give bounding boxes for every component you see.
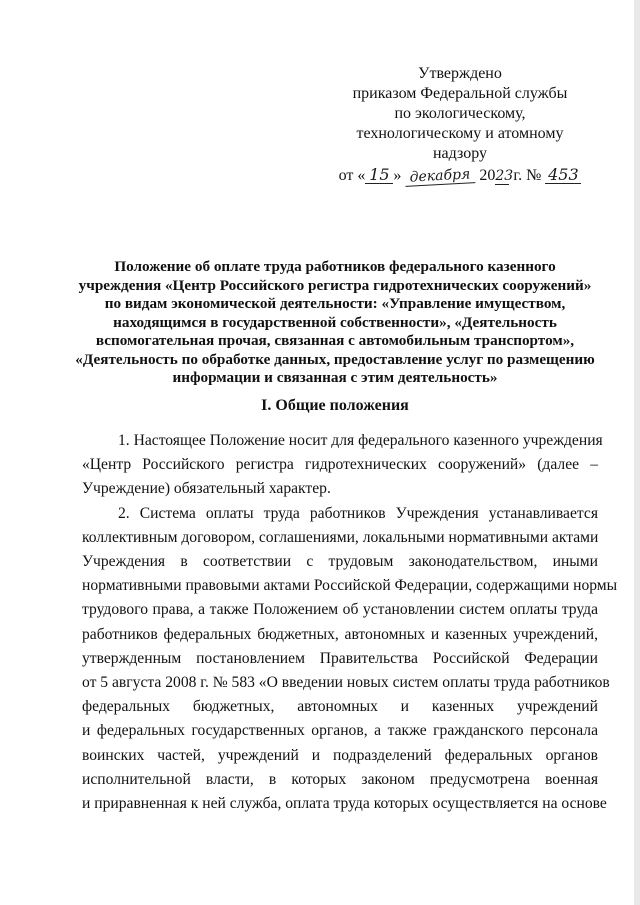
title-line: находящимся в государственной собственности», «Деятельность	[113, 313, 557, 331]
approval-line: Утверждено	[418, 65, 502, 82]
order-date-line	[330, 166, 590, 186]
paragraph-1	[82, 429, 603, 502]
text-line: Учреждение) обязательный характер.	[82, 480, 331, 498]
title-line: по видам экономической деятельности: «Управление имуществом,	[104, 295, 566, 312]
date-prefix: от «	[338, 167, 366, 184]
scan-edge	[634, 0, 640, 905]
handwritten-order-number: 453	[545, 167, 581, 184]
text-line: воинских частей, учреждений и подразделений федеральных органов	[82, 746, 598, 764]
title-line: вспомогательная прочая, связанная с автомобильным транспортом»,	[95, 332, 575, 349]
approval-line: приказом Федеральной службы	[352, 85, 568, 102]
title-line: «Деятельность по обработке данных, предоставление услуг по размещению	[75, 350, 595, 368]
title-line: Положение об оплате труда работников федерального казенного	[114, 258, 556, 275]
section-heading: I. Общие положения	[261, 397, 409, 414]
text-line: нормативными правовыми актами Российской Федерации, содержащими нормы	[82, 577, 618, 595]
title-line: информации и связанная с этим деятельность»	[172, 369, 498, 386]
approval-line: по экологическому,	[394, 105, 526, 122]
text-line: федеральных бюджетных, автономных и казенных учреждений	[82, 698, 598, 716]
text-line: коллективным договором, соглашениями, локальными нормативными актами	[82, 528, 599, 546]
text-line: и федеральных государственных органов, а также гражданского персонала	[82, 722, 598, 740]
text-line: Учреждения в соответствии с трудовым законодательством, иными	[82, 553, 598, 571]
approval-block	[330, 64, 590, 186]
handwritten-day: 15	[365, 167, 393, 184]
document-title	[70, 258, 600, 388]
text-line: от 5 августа 2008 г. № 583 «О введении новых систем оплаты труда работников	[82, 674, 610, 692]
text-line: 2. Система оплаты труда работников Учреждения устанавливается	[118, 504, 598, 522]
document-body	[82, 429, 618, 816]
paragraph-2	[82, 502, 618, 817]
date-mid: »	[393, 167, 402, 184]
text-line: и приравненная к ней служба, оплата труда которых осуществляется на основе	[82, 795, 607, 813]
approval-line: технологическому и атомному	[356, 125, 564, 142]
year-prefix: 20	[479, 167, 496, 184]
year-post: г. №	[509, 167, 542, 184]
approval-line: надзору	[432, 145, 487, 162]
text-line: «Центр Российского регистра гидротехнических сооружений» (далее –	[82, 456, 598, 474]
text-line: 1. Настоящее Положение носит для федерального казенного учреждения	[118, 432, 603, 449]
handwritten-month: декабря	[405, 166, 476, 187]
text-line: работников федеральных бюджетных, автономных и казенных учреждений,	[82, 625, 598, 643]
text-line: утвержденным постановлением Правительства Российской Федерации	[82, 649, 598, 667]
text-line: трудового права, а также Положением об установлении систем оплаты труда	[82, 601, 598, 619]
handwritten-year: 23	[495, 168, 514, 184]
text-line: исполнительной власти, в которых законом предусмотрена военная	[82, 770, 598, 788]
title-line: учреждения «Центр Российского регистра гидротехнических сооружений»	[78, 276, 592, 294]
